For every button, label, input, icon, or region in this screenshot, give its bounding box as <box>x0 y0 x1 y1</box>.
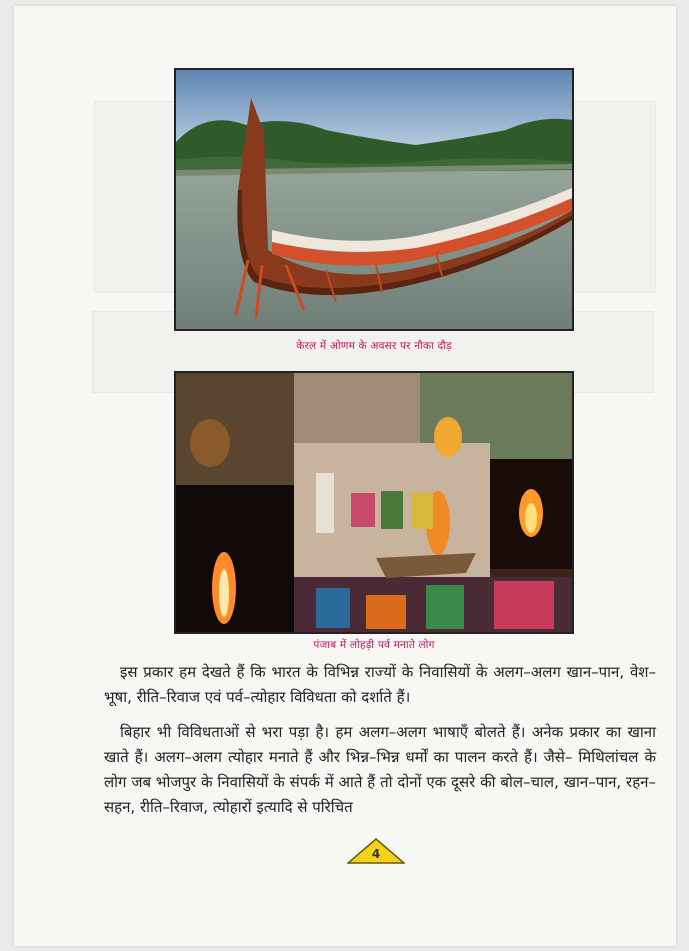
boat-race-image <box>176 70 572 329</box>
figure-caption: पंजाब में लोहड़ी पर्व मनाते लोग <box>313 639 435 651</box>
page-number: 4 <box>371 847 381 861</box>
figure-caption: केरल में ओणम के अवसर पर नौका दौड़ <box>296 340 452 352</box>
body-paragraph: इस प्रकार हम देखते हैं कि भारत के विभिन्न राज्यों के निवासियों के अलग–अलग खान–पान, वेश–भूषा, रीति–रिवाज एवं पर्व–त्योहार विविधता को दर्शाते हैं। <box>104 663 656 706</box>
lohri-festival-collage-photo <box>174 371 574 634</box>
page-number-badge <box>347 838 405 864</box>
snake-boat-race-photo <box>174 68 574 331</box>
lohri-collage-image <box>176 373 572 632</box>
body-paragraph: बिहार भी विविधताओं से भरा पड़ा है। हम अलग–अलग भाषाएँ बोलते हैं। अनेक प्रकार का खाना खाते हैं। अलग–अलग त्योहार मनाते हैं और भिन्न–भिन्न धर्मों का पालन करते हैं। जैसे– मिथिलांचल के लोग जब भोजपुर के निवासियों के संपर्क में आते हैं तो दोनों एक दूसरे की बोल–चाल, खान–पान, रहन–सहन, रीति–रिवाज, त्योहारों इत्यादि से परिचित <box>104 723 656 816</box>
